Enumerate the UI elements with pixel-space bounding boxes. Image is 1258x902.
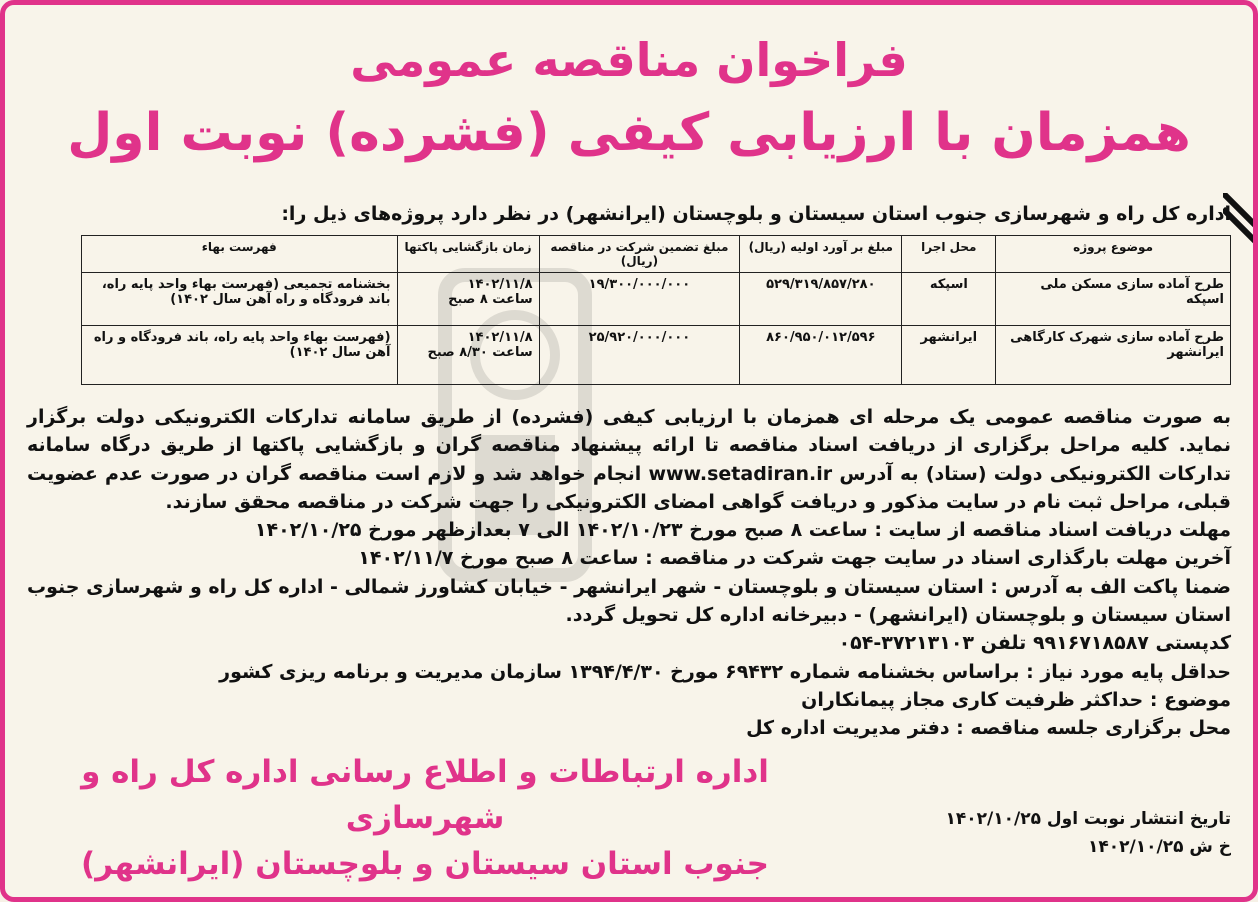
opening-time: ساعت ۸ صبح	[448, 292, 533, 307]
issuer-line-2: جنوب استان سیستان و بلوچستان (ایرانشهر)	[81, 846, 769, 882]
header-price-list: فهرست بهاء	[82, 236, 398, 273]
header-place: محل اجرا	[902, 236, 996, 273]
page-title: فراخوان مناقصه عمومی	[350, 33, 908, 87]
cell-estimate: ۵۲۹/۳۱۹/۸۵۷/۲۸۰	[740, 273, 902, 326]
header-subject: موضوع پروژه	[996, 236, 1231, 273]
base-requirement: حداقل پایه مورد نیاز : براساس بخشنامه شماره ۶۹۴۳۲ مورخ ۱۳۹۴/۴/۳۰ سازمان مدیریت و برنامه ریزی کشور	[219, 660, 1231, 683]
cell-subject: طرح آماده سازی شهرک کارگاهی ایرانشهر	[996, 326, 1231, 385]
table-row	[82, 273, 1231, 326]
body-paragraph: به صورت مناقصه عمومی یک مرحله ای همزمان با ارزیابی کیفی (فشرده) از طریق سامانه تدارکات الکترونیکی دولت برگزار نماید. کلیه مراحل برگزاری از دریافت اسناد مناقصه تا ارائه پیشنهاد مناقصه گران و بازگشایی پاکتها از طریق درگاه سامانه تدارکات الکترونیکی دولت (ستاد) به آدرس www.setadiran.ir انجام خواهد شد و لازم است مناقصه گران در صورت عدم عضویت قبلی، مراحل ثبت نام در سایت مذکور و دریافت گواهی امضای الکترونیکی را جهت شرکت در مناقصه محقق سازند.	[27, 406, 1231, 513]
meeting-place: محل برگزاری جلسه مناقصه : دفتر مدیریت اداره کل	[746, 717, 1231, 740]
opening-time: ساعت ۸/۳۰ صبح	[427, 345, 533, 360]
header-opening: زمان بازگشایی پاکتها	[397, 236, 539, 273]
intro-text: اداره کل راه و شهرسازی جنوب استان سیستان و بلوچستان (ایرانشهر) در نظر دارد پروژه‌های ذیل را:	[281, 203, 1231, 225]
opening-date: ۱۴۰۲/۱۱/۸	[467, 277, 533, 292]
cell-guarantee: ۱۹/۳۰۰/۰۰۰/۰۰۰	[539, 273, 740, 326]
notice-body	[27, 403, 1231, 743]
publication-date: تاریخ انتشار نوبت اول ۱۴۰۲/۱۰/۲۵	[945, 809, 1231, 829]
header-estimate: مبلغ بر آورد اولیه (ریال)	[740, 236, 902, 273]
cell-place: اسپکه	[902, 273, 996, 326]
delivery-address: ضمنا پاکت الف به آدرس : استان سیستان و بلوچستان - شهر ایرانشهر - خیابان کشاورز شمالی - اداره کل راه و شهرسازی جنوب استان سیستان و بلوچستان (ایرانشهر) - دبیرخانه اداره کل تحویل گردد.	[27, 575, 1231, 627]
publication-code: خ ش ۱۴۰۲/۱۰/۲۵	[1088, 837, 1231, 857]
page-subtitle: همزمان با ارزیابی کیفی (فشرده) نوبت اول	[67, 103, 1191, 163]
cell-estimate: ۸۶۰/۹۵۰/۰۱۲/۵۹۶	[740, 326, 902, 385]
docs-deadline: مهلت دریافت اسناد مناقصه از سایت : ساعت ۸ صبح مورخ ۱۴۰۲/۱۰/۲۳ الی ۷ بعدازظهر مورخ ۱۴۰۲/۱۰/۲۵	[254, 519, 1231, 542]
cell-price-list: بخشنامه تجمیعی (فهرست بهاء واحد پایه راه، باند فرودگاه و راه آهن سال ۱۴۰۲)	[82, 273, 398, 326]
postal-phone: کدپستی ۹۹۱۶۷۱۸۵۸۷ تلفن ۳۷۲۱۳۱۰۳-۰۵۴	[838, 632, 1231, 655]
table-row	[82, 326, 1231, 385]
issuer-footer	[15, 749, 835, 887]
cell-guarantee: ۲۵/۹۲۰/۰۰۰/۰۰۰	[539, 326, 740, 385]
publication-info	[946, 805, 1231, 861]
cell-subject: طرح آماده سازی مسکن ملی اسپکه	[996, 273, 1231, 326]
cell-opening	[397, 273, 539, 326]
projects-table	[81, 235, 1231, 385]
subject-line: موضوع : حداکثر ظرفیت کاری مجاز پیمانکاران	[801, 688, 1231, 711]
cell-opening	[397, 326, 539, 385]
issuer-line-1: اداره ارتباطات و اطلاع رسانی اداره کل راه و شهرسازی	[81, 754, 769, 836]
cell-price-list: (فهرست بهاء واحد پایه راه، باند فرودگاه و راه آهن سال ۱۴۰۲)	[82, 326, 398, 385]
cell-place: ایرانشهر	[902, 326, 996, 385]
table-header-row	[82, 236, 1231, 273]
header-guarantee: مبلغ تضمین شرکت در مناقصه (ریال)	[539, 236, 740, 273]
upload-deadline: آخرین مهلت بارگذاری اسناد در سایت جهت شرکت در مناقصه : ساعت ۸ صبح مورخ ۱۴۰۲/۱۱/۷	[358, 547, 1231, 570]
opening-date: ۱۴۰۲/۱۱/۸	[467, 330, 533, 345]
